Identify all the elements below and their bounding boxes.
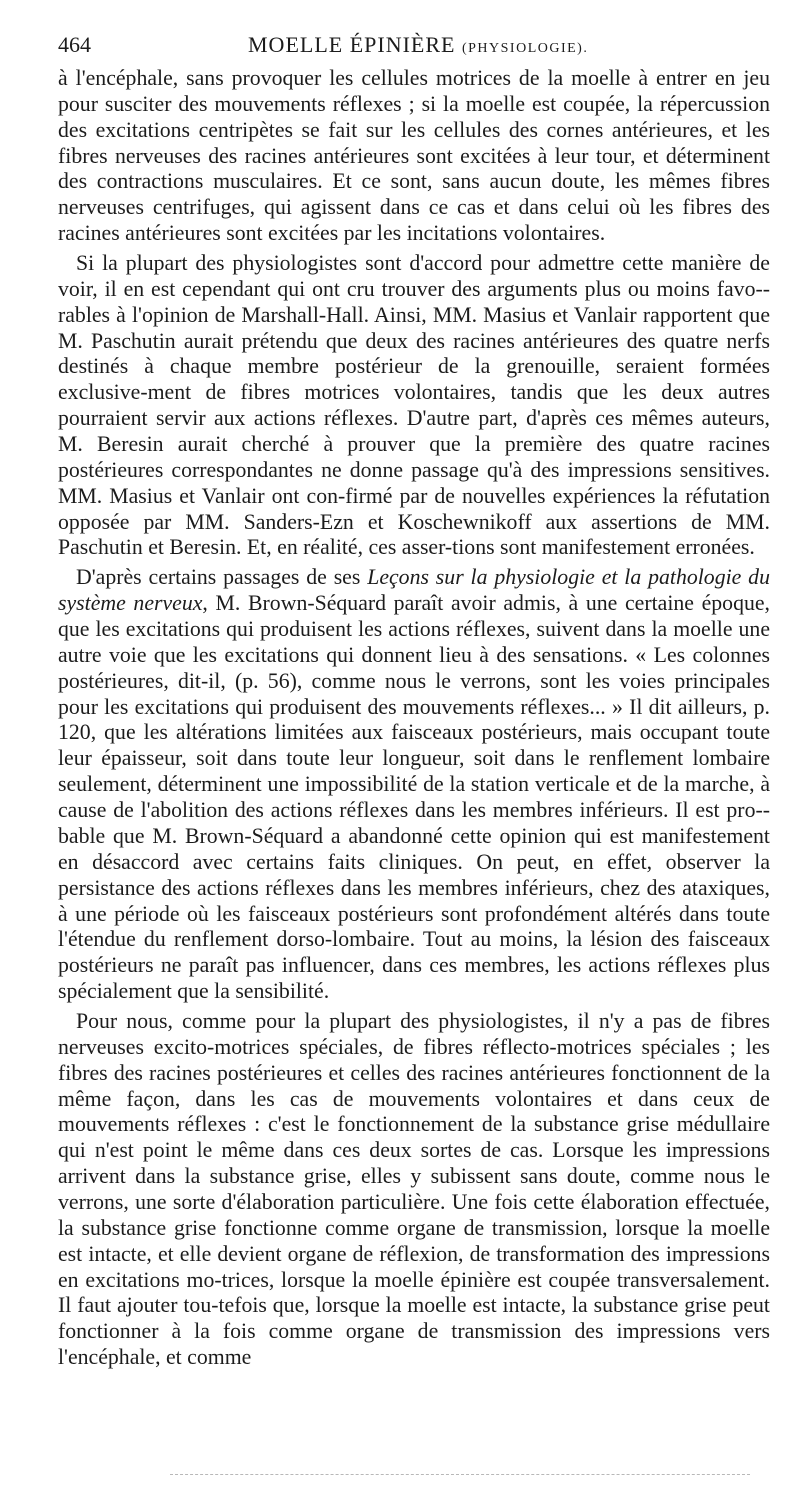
page-header <box>58 30 770 60</box>
paragraph <box>58 1009 770 1371</box>
running-title-sub: (PHYSIOLOGIE). <box>461 41 589 56</box>
paragraph <box>58 251 770 561</box>
paragraph-text: Si la plupart des physiologistes sont d'accord pour admettre cette manière de voir, il en est cependant qui ont cru trouver des arguments plus ou moins favo-rables à l'opinion de Marshall-Hall. Ainsi, MM. Masius et Vanlair rapportent que M. Paschutin aurait prétendu que deux des racines antérieures des quatre nerfs destinés à chaque membre postérieur de la grenouille, seraient formées exclusive-ment de fibres motrices volontaires, tandis que les deux autres pourraient servir aux actions réflexes. D'autre part, d'après ces mêmes auteurs, M. Beresin aurait cherché à prouver que la première des quatre racines postérieures correspondantes ne donne passage qu'à des impressions sensitives. MM. Masius et Vanlair ont con-firmé par de nouvelles expériences la réfutation opposée par MM. Sanders-Ezn et Koschewnikoff aux assertions de MM. Paschutin et Beresin. Et, en réalité, ces asser-tions sont manifestement erronées. <box>58 251 770 560</box>
paragraph-text: , M. Brown-Séquard paraît avoir admis, à une certaine époque, que les excitations qui produisent les actions réflexes, suivent dans la moelle une autre voie que les excitations qui donnent lieu à des sensations. « Les colonnes postérieures, dit-il, (p. 56), comme nous le verrons, sont les voies principales pour les excitations qui produisent des mouvements réflexes... » Il dit ailleurs, p. 120, que les altérations limitées aux faisceaux postérieurs, mais occupant toute leur épaisseur, soit dans toute leur longueur, soit dans le renflement lombaire seulement, déterminent une impossibilité de la station verticale et de la marche, à cause de l'abolition des actions réflexes dans les membres inférieurs. Il est pro-bable que M. Brown-Séquard a abandonné cette opinion qui est manifestement en désaccord avec certains faits cliniques. On peut, en effet, observer la persistance des actions réflexes dans les membres inférieurs, chez des ataxiques, à une période où les faisceaux postérieurs sont profondément altérés dans toute l'étendue du renflement dorso-lombaire. Tout au moins, la lésion des faisceaux postérieurs ne paraît pas influencer, dans ces membres, les actions réflexes plus spécialement que la sensibilité. <box>58 591 770 1004</box>
running-title <box>248 30 588 64</box>
footer-rule <box>170 1474 750 1475</box>
paragraph-text: D'après certains passages de ses <box>76 565 368 590</box>
paragraph <box>58 66 770 247</box>
paragraph-text: Pour nous, comme pour la plupart des physiologistes, il n'y a pas de fibres nerveuses excito-motrices spéciales, de fibres réflecto-motrices spéciales ; les fibres des racines postérieures et celles des racines antérieures fonctionnent de la même façon, dans les cas de mouvements volontaires et dans ceux de mouvements réflexes : c'est le fonctionnement de la substance grise médullaire qui n'est point le même dans ces deux sortes de cas. Lorsque les impressions arrivent dans la substance grise, elles y subissent sans doute, comme nous le verrons, une sorte d'élaboration particulière. Une fois cette élaboration effectuée, la substance grise fonctionne comme organe de transmission, lorsque la moelle est intacte, et elle devient organe de réflexion, de transformation des impressions en excitations mo-trices, lorsque la moelle épinière est coupée transversalement. Il faut ajouter tou-tefois que, lorsque la moelle est intacte, la substance grise peut fonctionner à la fois comme organe de transmission des impressions vers l'encéphale, et comme <box>58 1008 770 1370</box>
page-number: 464 <box>58 32 91 57</box>
paragraph <box>58 565 770 1005</box>
paragraph-text: à l'encéphale, sans provoquer les cellules motrices de la moelle à entrer en jeu pour susciter des mouvements réflexes ; si la moelle est coupée, la répercussion des excitations centripètes se fait sur les cellules des cornes antérieures, et les fibres nerveuses des racines antérieures sont excitées à leur tour, et déterminent des contractions musculaires. Et ce sont, sans aucun doute, les mêmes fibres nerveuses centrifuges, qui agissent dans ce cas et dans celui où les fibres des racines antérieures sont excitées par les incitations volontaires. <box>58 66 770 246</box>
running-title-main: MOELLE ÉPINIÈRE <box>248 32 456 57</box>
body-text <box>58 66 770 1371</box>
book-title-italic: Leçons sur la physiologie et la pathologie du système nerveux <box>58 565 770 616</box>
